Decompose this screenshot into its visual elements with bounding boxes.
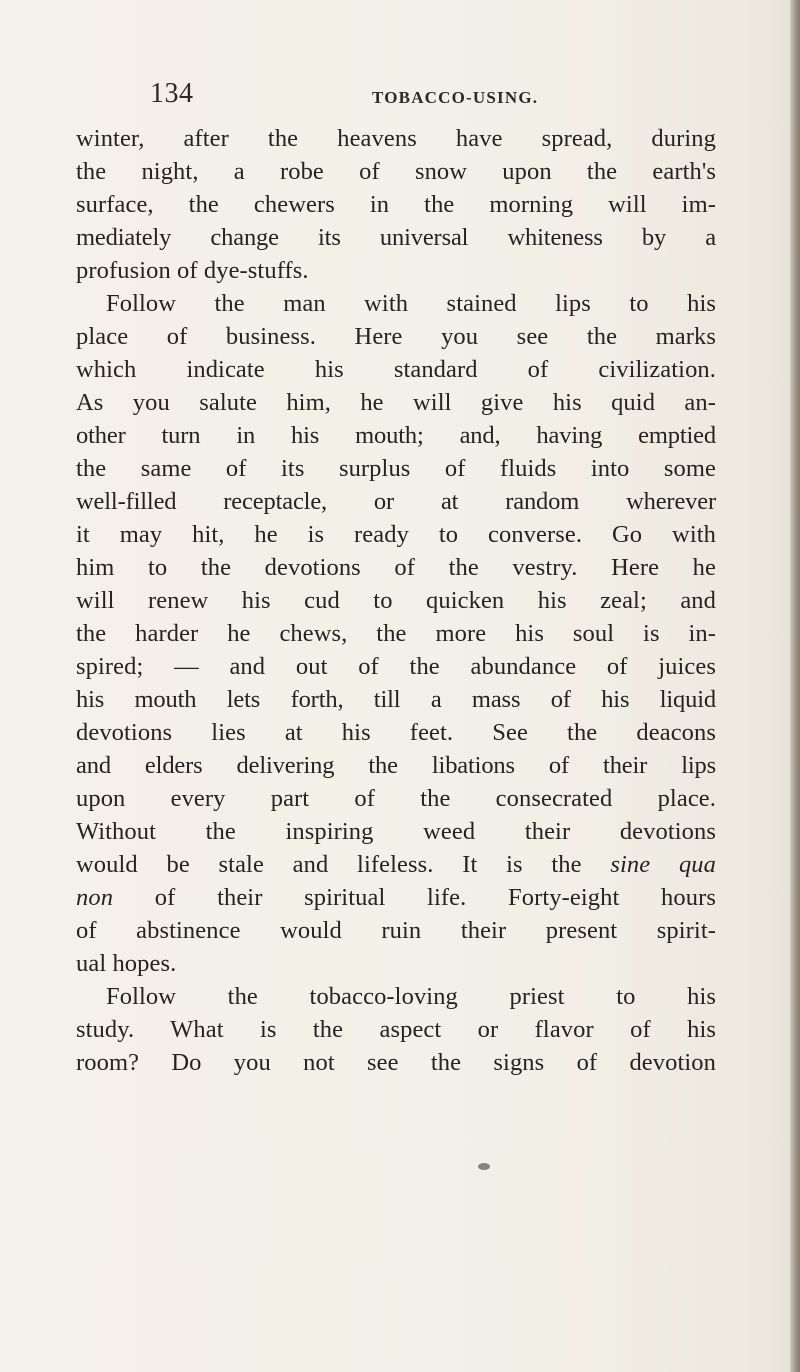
text-line: will renew his cud to quicken his zeal; and — [76, 587, 716, 614]
ink-smudge — [478, 1163, 490, 1170]
text-line: Follow the tobacco-loving priest to his — [106, 983, 716, 1010]
text-line — [76, 848, 716, 881]
text-line: his mouth lets forth, till a mass of his liquid — [76, 686, 716, 713]
text-line: upon every part of the consecrated place. — [76, 785, 716, 812]
text-line: and elders delivering the libations of their lips — [76, 752, 716, 779]
latin-phrase: sine qua — [610, 851, 716, 878]
text-line: room? Do you not see the signs of devotion — [76, 1049, 716, 1076]
text-line: the harder he chews, the more his soul is in- — [76, 620, 716, 647]
text-line: spired; — and out of the abundance of juices — [76, 653, 716, 680]
page-edge-shadow — [790, 0, 800, 1372]
text-line: place of business. Here you see the marks — [76, 323, 716, 350]
text-line: well-filled receptacle, or at random wherever — [76, 488, 716, 515]
running-head: TOBACCO-USING. — [372, 88, 539, 107]
latin-phrase: non — [76, 884, 114, 911]
text-line: surface, the chewers in the morning will im- — [76, 191, 716, 218]
text-line: him to the devotions of the vestry. Here he — [76, 554, 716, 581]
text-line: other turn in his mouth; and, having emptied — [76, 422, 716, 449]
text-line: mediately change its universal whiteness by a — [76, 224, 716, 251]
text-line: study. What is the aspect or flavor of his — [76, 1016, 716, 1043]
text-line — [76, 881, 716, 914]
text-line: winter, after the heavens have spread, during — [76, 125, 716, 152]
page-header — [150, 78, 710, 118]
text-line: the same of its surplus of fluids into some — [76, 455, 716, 482]
text-line: it may hit, he is ready to converse. Go with — [76, 521, 716, 548]
text-line: the night, a robe of snow upon the earth's — [76, 158, 716, 185]
text-line: Follow the man with stained lips to his — [106, 290, 716, 317]
body-text — [76, 122, 716, 1079]
text-line: of abstinence would ruin their present spirit- — [76, 917, 716, 944]
text-line: which indicate his standard of civilization. — [76, 356, 716, 383]
text-line: As you salute him, he will give his quid an- — [76, 389, 716, 416]
text-line: profusion of dye-stuffs. — [76, 257, 309, 284]
text-line: Without the inspiring weed their devotions — [76, 818, 716, 845]
page-number: 134 — [150, 78, 194, 109]
text-fragment: of their spiritual life. Forty-eight hours — [154, 884, 716, 911]
text-fragment: would be stale and lifeless. It is the — [76, 851, 582, 878]
text-line: devotions lies at his feet. See the deacons — [76, 719, 716, 746]
text-line: ual hopes. — [76, 950, 177, 977]
